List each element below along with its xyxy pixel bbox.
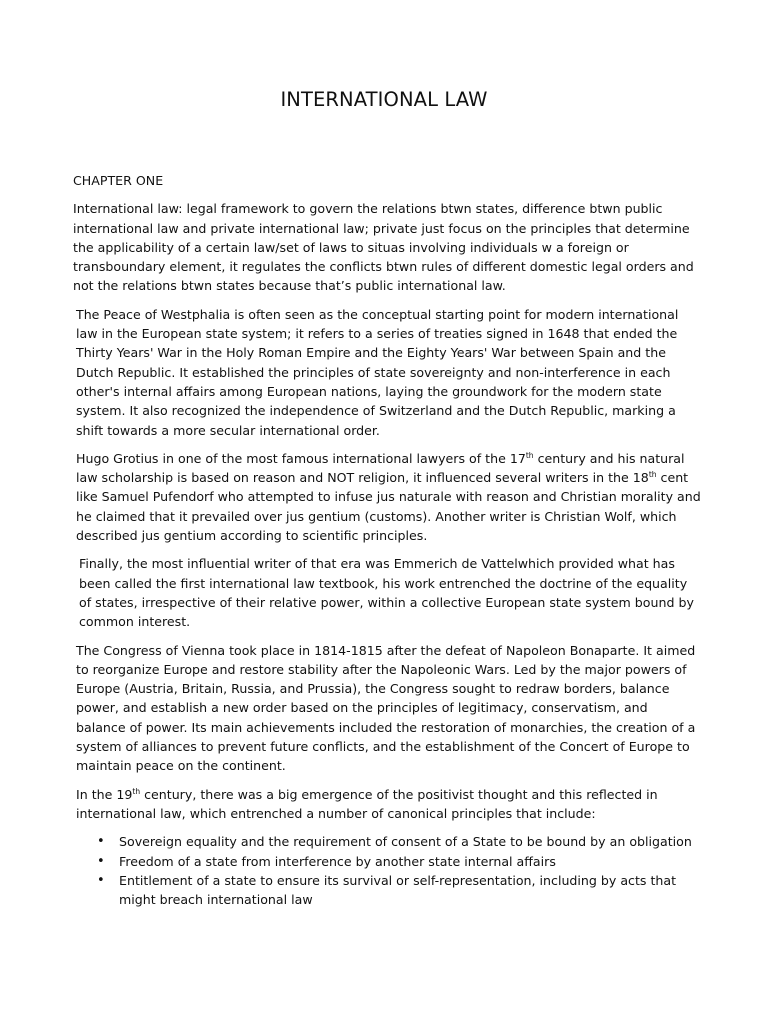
paragraph-vattel: Finally, the most influential writer of that era was Emmerich de Vattelwhich provided what has been called the first international law textbook, his work entrenched the doctrine of the equality of states, irrespective of their relative power, within a collective European state system bound by common interest. <box>79 556 698 630</box>
list-item <box>73 871 701 910</box>
paragraph-grotius-part-b: century and his natural law scholarship is based on reason and NOT religion, it influenced several writers in the 18 <box>76 450 689 486</box>
superscript-th: th <box>648 470 657 480</box>
superscript-th: th <box>525 450 534 460</box>
paragraph-congress-of-vienna: The Congress of Vienna took place in 1814-1815 after the defeat of Napoleon Bonaparte. It aimed to reorganize Europe and restore stability after the Napoleonic Wars. Led by the major powers of Europe (Austria, Britain, Russia, and Prussia), the Congress sought to redraw borders, balance power, and establish a new order based on the principles of legitimacy, conservatism, and balance of power. Its main achievements included the restoration of monarchies, the creation of a system of alliances to prevent future conflicts, and the establishment of the Concert of Europe to maintain peace on the continent. <box>76 642 700 774</box>
list-item-text: Freedom of a state from interference by another state internal affairs <box>119 853 556 869</box>
list-item-text: Entitlement of a state to ensure its survival or self-representation, including by acts that might breach international law <box>119 872 677 908</box>
bullet-icon: • <box>97 853 105 869</box>
paragraph-grotius <box>73 449 705 545</box>
paragraph-definition: International law: legal framework to govern the relations btwn states, difference btwn public international law and private international law; private just focus on the principles that determine the applicability of a certain law/set of laws to situas involving individuals w a foreign or transboundary element, it regulates the conflicts btwn rules of different domestic legal orders and not the relations btwn states because that’s public international law. <box>73 201 698 294</box>
document-title: INTERNATIONAL LAW <box>280 88 488 111</box>
paragraph-grotius-part-c: cent like Samuel Pufendorf who attempted to infuse jus naturale with reason and Christian morality and he claimed that it prevailed over jus gentium (customs). Another writer is Christian Wolf, which described jus gentium according to scientific principles. <box>76 470 705 544</box>
principles-list <box>73 832 701 909</box>
paragraph-positivism <box>73 785 701 824</box>
superscript-th: th <box>132 786 141 796</box>
paragraph-westphalia: The Peace of Westphalia is often seen as the conceptual starting point for modern international law in the European state system; it refers to a series of treaties signed in 1648 that ended the Thirty Years' War in the Holy Roman Empire and the Eighty Years' War between Spain and the Dutch Republic. It established the principles of state sovereignty and non-interference in each other's internal affairs among European nations, laying the groundwork for the modern state system. It also recognized the independence of Switzerland and the Dutch Republic, marking a shift towards a more secular international order. <box>76 306 683 438</box>
chapter-heading: CHAPTER ONE <box>73 173 164 188</box>
list-item <box>73 832 701 851</box>
bullet-icon: • <box>97 872 105 888</box>
document-body <box>73 171 705 909</box>
paragraph-positivism-part-a: In the 19 <box>76 786 133 802</box>
bullet-icon: • <box>97 834 105 850</box>
list-item-text: Sovereign equality and the requirement of consent of a State to be bound by an obligation <box>119 834 692 850</box>
paragraph-positivism-part-b: century, there was a big emergence of the positivist thought and this reflected in international law, which entrenched a number of canonical principles that include: <box>76 786 662 821</box>
paragraph-grotius-part-a: Hugo Grotius in one of the most famous international lawyers of the 17 <box>76 450 526 466</box>
list-item <box>73 852 701 871</box>
